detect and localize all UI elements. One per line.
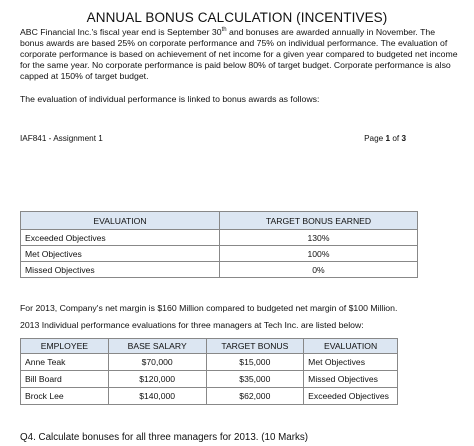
intro-text-1: ABC Financial Inc.'s fiscal year end is September 30 [20, 27, 222, 37]
page-title: ANNUAL BONUS CALCULATION (INCENTIVES) [86, 10, 388, 25]
evaluation-cell: Exceeded Objectives [21, 230, 220, 246]
page-of: of [390, 134, 402, 143]
column-header-base-salary: BASE SALARY [108, 339, 206, 354]
page-total: 3 [401, 134, 406, 143]
target-bonus-cell: $35,000 [206, 371, 304, 388]
bonus-earned-cell: 0% [220, 262, 418, 278]
intro-text-2: and bonuses are awarded annually in November. The bonus awards are based 25% on corporate performance and 75% on individual performance. The evaluation of corporate performance is based on achievement of net income for a given year compared to budgeted net income for the same year. No corporate performance is paid below 80% of target budget. Corporate performance is also capped at 150% of target budget. [20, 27, 458, 81]
employee-cell: Bill Board [21, 371, 109, 388]
base-salary-cell: $70,000 [108, 354, 206, 371]
column-header-employee: EMPLOYEE [21, 339, 109, 354]
intro-superscript: th [221, 27, 227, 34]
table-row [21, 354, 398, 371]
evaluation-bonus-table [20, 211, 418, 278]
target-bonus-cell: $62,000 [206, 388, 304, 405]
question-text: Q4. Calculate bonuses for all three managers for 2013. (10 Marks) [20, 432, 309, 443]
table-row [21, 388, 398, 405]
performance-evaluations-text: 2013 Individual performance evaluations for three managers at Tech Inc. are listed below: [20, 320, 364, 330]
page-current: 1 [385, 134, 391, 143]
bonus-earned-cell: 100% [220, 246, 418, 262]
footer-assignment-label: IAF841 - Assignment 1 [20, 134, 103, 143]
evaluation-cell: Missed Objectives [21, 262, 220, 278]
table-header-row [21, 339, 398, 354]
base-salary-cell: $140,000 [108, 388, 206, 405]
column-header-target-bonus-earned: TARGET BONUS EARNED [220, 212, 418, 230]
column-header-evaluation: EVALUATION [21, 212, 220, 230]
intro-paragraph [20, 27, 460, 82]
employee-cell: Anne Teak [21, 354, 109, 371]
evaluation-cell: Met Objectives [21, 246, 220, 262]
table-row [21, 262, 418, 278]
bonus-earned-cell: 130% [220, 230, 418, 246]
evaluation-cell: Missed Objectives [304, 371, 398, 388]
manager-table [20, 338, 398, 405]
footer-page-number [364, 134, 406, 143]
employee-cell: Brock Lee [21, 388, 109, 405]
evaluation-cell: Met Objectives [304, 354, 398, 371]
individual-performance-text: The evaluation of individual performance is linked to bonus awards as follows: [20, 94, 320, 104]
evaluation-cell: Exceeded Objectives [304, 388, 398, 405]
table-row [21, 230, 418, 246]
base-salary-cell: $120,000 [108, 371, 206, 388]
table-row [21, 246, 418, 262]
page-prefix: Page [364, 134, 386, 143]
target-bonus-cell: $15,000 [206, 354, 304, 371]
net-margin-text: For 2013, Company's net margin is $160 Million compared to budgeted net margin of $100 Million. [20, 303, 398, 313]
column-header-target-bonus: TARGET BONUS [206, 339, 304, 354]
table-header-row [21, 212, 418, 230]
column-header-evaluation: EVALUATION [304, 339, 398, 354]
table-row [21, 371, 398, 388]
